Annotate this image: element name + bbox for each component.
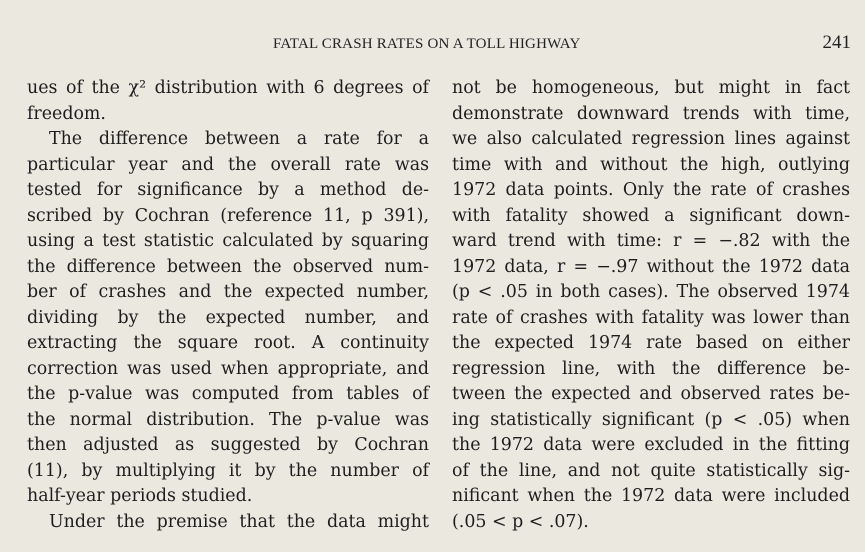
text-line: of the line, and not quite statistically sig- [452, 460, 850, 481]
text-line: half-year periods studied. [27, 486, 253, 506]
right-column [452, 76, 850, 535]
text-line: 1972 data points. Only the rate of crashes [452, 180, 850, 200]
text-line: dividing by the expected number, and [27, 307, 429, 328]
text-line: the expected 1974 rate based on either [452, 333, 850, 353]
text-line: nificant when the 1972 data were included [452, 486, 850, 506]
text-line: Under the premise that the data might [49, 511, 429, 532]
text-line: the normal distribution. The p-value was [27, 409, 429, 430]
text-line: tested for significance by a method de- [27, 180, 429, 200]
text-line: time with and without the high, outlying [452, 154, 850, 175]
text-line: ward trend with time: r = −.82 with the [452, 231, 850, 251]
text-line: (11), by multiplying it by the number of [27, 460, 429, 481]
text-line: extracting the square root. A continuity [27, 333, 429, 353]
text-line: particular year and the overall rate was [27, 154, 429, 175]
text-line: using a test statistic calculated by squaring [27, 231, 429, 251]
text-line: (.05 < p < .07). [452, 511, 589, 532]
text-line: regression line, with the difference be- [452, 358, 850, 379]
text-line: correction was used when appropriate, and [27, 358, 429, 379]
text-line: the 1972 data were excluded in the fitting [452, 435, 850, 455]
text-line: with fatality showed a significant down- [452, 205, 850, 226]
text-line: the p-value was computed from tables of [27, 384, 429, 404]
text-line: The difference between a rate for a [49, 129, 429, 149]
text-line: freedom. [27, 103, 106, 124]
text-line: not be homogeneous, but might in fact [452, 78, 850, 98]
left-column [27, 76, 429, 535]
text-line: ber of crashes and the expected number, [27, 282, 429, 302]
text-line: (p < .05 in both cases). The observed 1974 [452, 282, 850, 302]
text-line: tween the expected and observed rates be- [452, 384, 850, 404]
text-line: we also calculated regression lines against [452, 129, 850, 149]
running-head: FATAL CRASH RATES ON A TOLL HIGHWAY [273, 36, 581, 52]
page-number: 241 [822, 32, 851, 53]
text-line: then adjusted as suggested by Cochran [27, 435, 429, 455]
text-line: the difference between the observed num- [27, 256, 429, 277]
text-line: rate of crashes with fatality was lower than [452, 307, 850, 328]
text-line: ing statistically significant (p < .05) when [452, 409, 850, 430]
text-line: scribed by Cochran (reference 11, p 391), [27, 205, 429, 226]
text-line: ues of the χ² distribution with 6 degrees of [27, 78, 429, 98]
text-line: 1972 data, r = −.97 without the 1972 data [452, 256, 850, 277]
text-line: demonstrate downward trends with time, [452, 103, 850, 124]
